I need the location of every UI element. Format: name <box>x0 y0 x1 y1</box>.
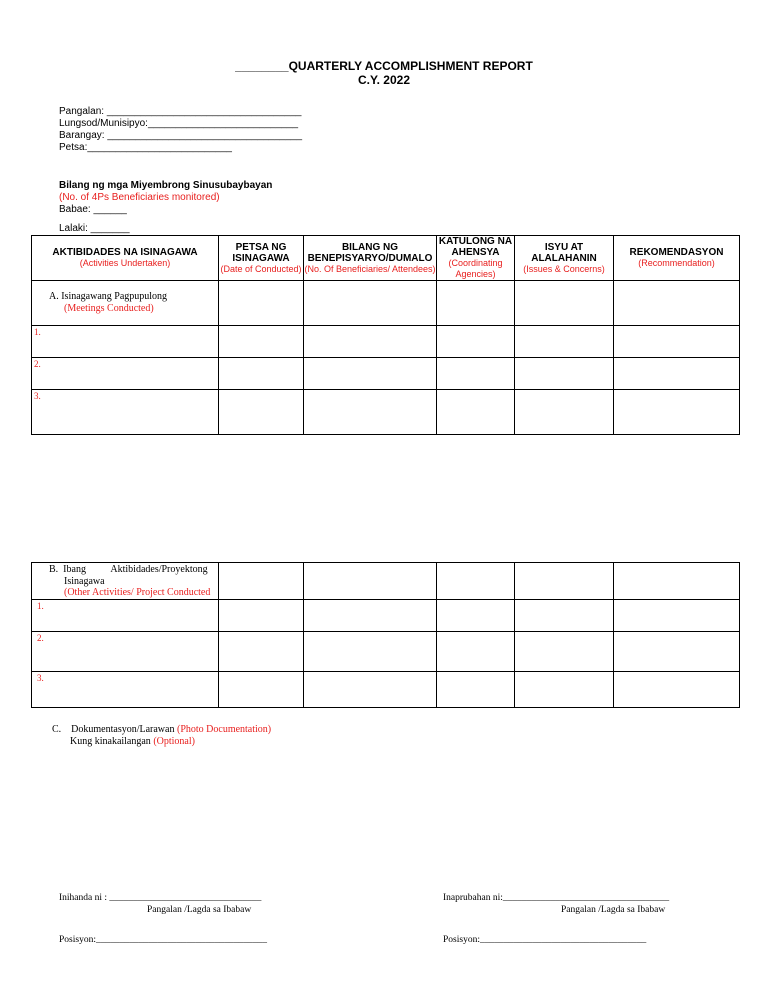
row-number[interactable]: 2. <box>32 358 219 390</box>
table-row <box>32 599 740 631</box>
table-cell[interactable] <box>304 390 437 435</box>
table-cell[interactable] <box>304 281 437 326</box>
table-cell[interactable] <box>515 326 614 358</box>
table-row <box>32 358 740 390</box>
table-cell[interactable] <box>515 358 614 390</box>
table-cell[interactable] <box>437 326 515 358</box>
table-cell[interactable] <box>304 326 437 358</box>
table-cell[interactable] <box>219 631 304 671</box>
barangay-field[interactable]: Barangay: ___________________________________ <box>59 130 303 141</box>
table-row <box>32 390 740 435</box>
table-cell[interactable] <box>219 599 304 631</box>
table-cell[interactable] <box>304 631 437 671</box>
table-cell[interactable] <box>515 563 614 600</box>
table-cell[interactable] <box>614 358 740 390</box>
pangalan-field[interactable]: Pangalan: ___________________________________ <box>59 106 302 117</box>
table-cell[interactable] <box>219 563 304 600</box>
table-cell[interactable] <box>614 671 740 707</box>
table-cell[interactable] <box>614 599 740 631</box>
section-b-label: B. Ibang Aktibidades/Proyektong Isinagawa (Other Activities/ Project Conducted <box>32 563 219 600</box>
row-number[interactable]: 3. <box>32 390 219 435</box>
col-header-issues: ISYU AT ALALAHANIN (Issues & Concerns) <box>515 236 614 281</box>
table-cell[interactable] <box>437 563 515 600</box>
row-number[interactable]: 1. <box>32 599 219 631</box>
babae-field[interactable]: Babae: ______ <box>59 204 127 215</box>
table-cell[interactable] <box>437 281 515 326</box>
table-cell[interactable] <box>219 671 304 707</box>
table-cell[interactable] <box>219 326 304 358</box>
table-cell[interactable] <box>437 358 515 390</box>
col-header-beneficiaries: BILANG NG BENEPISYARYO/DUMALO (No. Of Beneficiaries/ Attendees) <box>304 236 437 281</box>
members-heading: Bilang ng mga Miyembrong Sinusubaybayan <box>59 180 273 191</box>
table-cell[interactable] <box>614 390 740 435</box>
table-row <box>32 281 740 326</box>
position-left-field[interactable]: Posisyon:____________________________________ <box>59 935 267 945</box>
table-row <box>32 671 740 707</box>
lalaki-field[interactable]: Lalaki: _______ <box>59 223 130 234</box>
table-cell[interactable] <box>304 671 437 707</box>
position-right-field[interactable]: Posisyon:___________________________________ <box>443 935 647 945</box>
table-row <box>32 631 740 671</box>
table-cell[interactable] <box>304 358 437 390</box>
table-cell[interactable] <box>304 563 437 600</box>
row-number[interactable]: 2. <box>32 631 219 671</box>
table-cell[interactable] <box>437 631 515 671</box>
table-cell[interactable] <box>304 599 437 631</box>
table-cell[interactable] <box>515 599 614 631</box>
table-cell[interactable] <box>437 671 515 707</box>
table-cell[interactable] <box>614 281 740 326</box>
report-title: ________QUARTERLY ACCOMPLISHMENT REPORT <box>235 59 533 73</box>
table-cell[interactable] <box>614 563 740 600</box>
table-cell[interactable] <box>219 281 304 326</box>
table-cell[interactable] <box>437 390 515 435</box>
table-cell[interactable] <box>219 358 304 390</box>
other-activities-table <box>31 562 740 708</box>
section-c-label: C. Dokumentasyon/Larawan (Photo Documentation) <box>52 724 272 735</box>
table-cell[interactable] <box>515 671 614 707</box>
table-cell[interactable] <box>219 390 304 435</box>
prepared-by-field[interactable]: Inihanda ni : ________________________________ <box>59 893 262 903</box>
col-header-agencies: KATULONG NA AHENSYA (Coordinating Agencies) <box>437 236 515 281</box>
table-cell[interactable] <box>614 631 740 671</box>
approved-by-caption: Pangalan /Lagda sa Ibabaw <box>561 905 666 915</box>
table-cell[interactable] <box>437 599 515 631</box>
row-number[interactable]: 1. <box>32 326 219 358</box>
table-row <box>32 563 740 600</box>
petsa-field[interactable]: Petsa:__________________________ <box>59 142 232 153</box>
table-cell[interactable] <box>515 281 614 326</box>
prepared-by-caption: Pangalan /Lagda sa Ibabaw <box>147 905 252 915</box>
report-year: C.Y. 2022 <box>357 73 411 87</box>
activities-table <box>31 235 740 435</box>
members-subheading: (No. of 4Ps Beneficiaries monitored) <box>59 192 220 203</box>
approved-by-field[interactable]: Inaprubahan ni:___________________________________ <box>443 893 670 903</box>
col-header-recommendation: REKOMENDASYON (Recommendation) <box>614 236 740 281</box>
table-cell[interactable] <box>614 326 740 358</box>
col-header-date: PETSA NG ISINAGAWA (Date of Conducted) <box>219 236 304 281</box>
col-header-activities: AKTIBIDADES NA ISINAGAWA (Activities Undertaken) <box>32 236 219 281</box>
table-cell[interactable] <box>515 631 614 671</box>
section-a-label: A. Isinagawang Pagpupulong (Meetings Conducted) <box>32 281 219 326</box>
table-cell[interactable] <box>515 390 614 435</box>
table-row <box>32 326 740 358</box>
lungsod-field[interactable]: Lungsod/Munisipyo:___________________________ <box>59 118 299 129</box>
section-c-optional: Kung kinakailangan (Optional) <box>70 736 195 747</box>
row-number[interactable]: 3. <box>32 671 219 707</box>
